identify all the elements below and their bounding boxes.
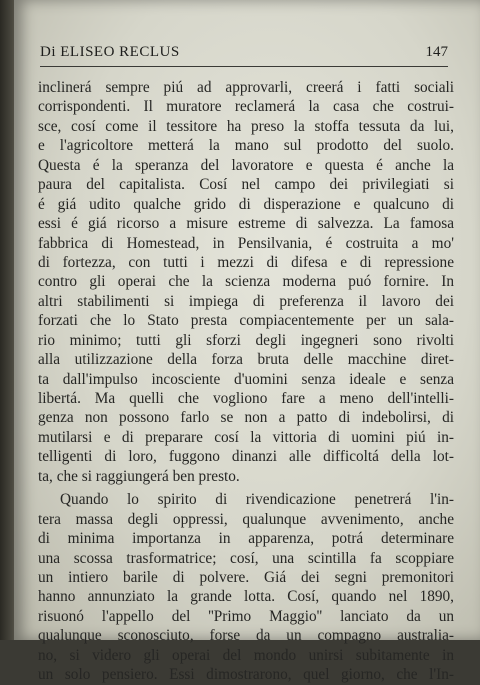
text-line: di minima importanza in apparenza, potrá determinare bbox=[38, 530, 454, 548]
text-line: sce, cosí come il tessitore ha preso la stoffa tessuta da lui, bbox=[38, 117, 454, 135]
text-line: un solo pensiero. Essi dimostrarono, quel giorno, che l'In- bbox=[38, 666, 454, 684]
text-line: Quando lo spirito di rivendicazione penetrerá l'in- bbox=[60, 491, 454, 509]
text-line: inclinerá sempre piú ad approvarli, creerá i fatti sociali bbox=[38, 79, 454, 96]
text-line: Questa é la speranza del lavoratore e questa é anche la bbox=[38, 156, 454, 174]
body-text bbox=[38, 78, 454, 685]
text-line: libertá. Ma quelli che vogliono fare a meno dell'intelli- bbox=[38, 390, 454, 407]
text-line: fabbrica di Homestead, in Pensilvania, é costruita a mo' bbox=[38, 234, 454, 252]
text-line: un intiero barile di polvere. Giá dei segni premonitori bbox=[38, 568, 454, 586]
text-line: é giá udito qualche grido di disperazione e qualcuno di bbox=[38, 195, 454, 213]
text-line: hanno annunziato la grande lotta. Cosí, quando nel 1890, bbox=[38, 588, 454, 606]
text-line: di fortezza, con tutti i mezzi di difesa e di repressione bbox=[38, 253, 454, 271]
header-author: Di ELISEO RECLUS bbox=[40, 44, 180, 60]
text-line: paura del capitalista. Cosí nel campo dei privilegiati si bbox=[38, 176, 454, 194]
text-line: qualunque sconosciuto, forse da un compagno australia- bbox=[38, 627, 454, 645]
text-line: forzati che lo Stato presta compiacentemente per un sala- bbox=[38, 312, 454, 330]
text-line: mutilarsi e di preparare cosí la vittoria di uomini piú in- bbox=[38, 428, 454, 446]
text-line: contro gli operai che la scienza moderna puó fornire. In bbox=[38, 273, 454, 291]
text-line: rio minimo; tutti gli sforzi degli ingegneri sono rivolti bbox=[38, 331, 454, 349]
text-line: altri stabilimenti si impiega di preferenza il lavoro dei bbox=[38, 292, 454, 310]
page-number: 147 bbox=[425, 44, 448, 60]
text-line: ta, che si raggiungerá ben presto. bbox=[38, 467, 240, 485]
text-line: telligenti di loro, fuggono dinanzi alle difficoltá della lot- bbox=[38, 448, 454, 466]
text-line: essi é giá ricorso a misure estreme di salvezza. La famosa bbox=[38, 215, 454, 233]
text-line: genza non possono farlo se non a patto di indebolirsi, di bbox=[38, 409, 454, 427]
text-line: ta dall'impulso incosciente d'uomini senza ideale e senza bbox=[38, 370, 454, 388]
text-line: risuonó l'appello del ''Primo Maggio'' lanciato da un bbox=[38, 607, 454, 625]
text-line: tera massa degli oppressi, qualunque avvenimento, anche bbox=[38, 510, 454, 528]
text-line: una scossa trasformatrice; cosí, una scintilla fa scoppiare bbox=[38, 549, 454, 567]
book-page bbox=[14, 0, 480, 684]
running-header bbox=[40, 42, 448, 67]
text-line: no, si videro gli operai del mondo unirsi subitamente in bbox=[38, 646, 454, 664]
text-line: corrispondenti. Il muratore reclamerá la casa che costrui- bbox=[38, 98, 454, 116]
text-line: e l'agricoltore metterá la mano sul prodotto del suolo. bbox=[38, 137, 454, 155]
text-line: alla utilizzazione della forza bruta delle macchine diret- bbox=[38, 351, 454, 369]
